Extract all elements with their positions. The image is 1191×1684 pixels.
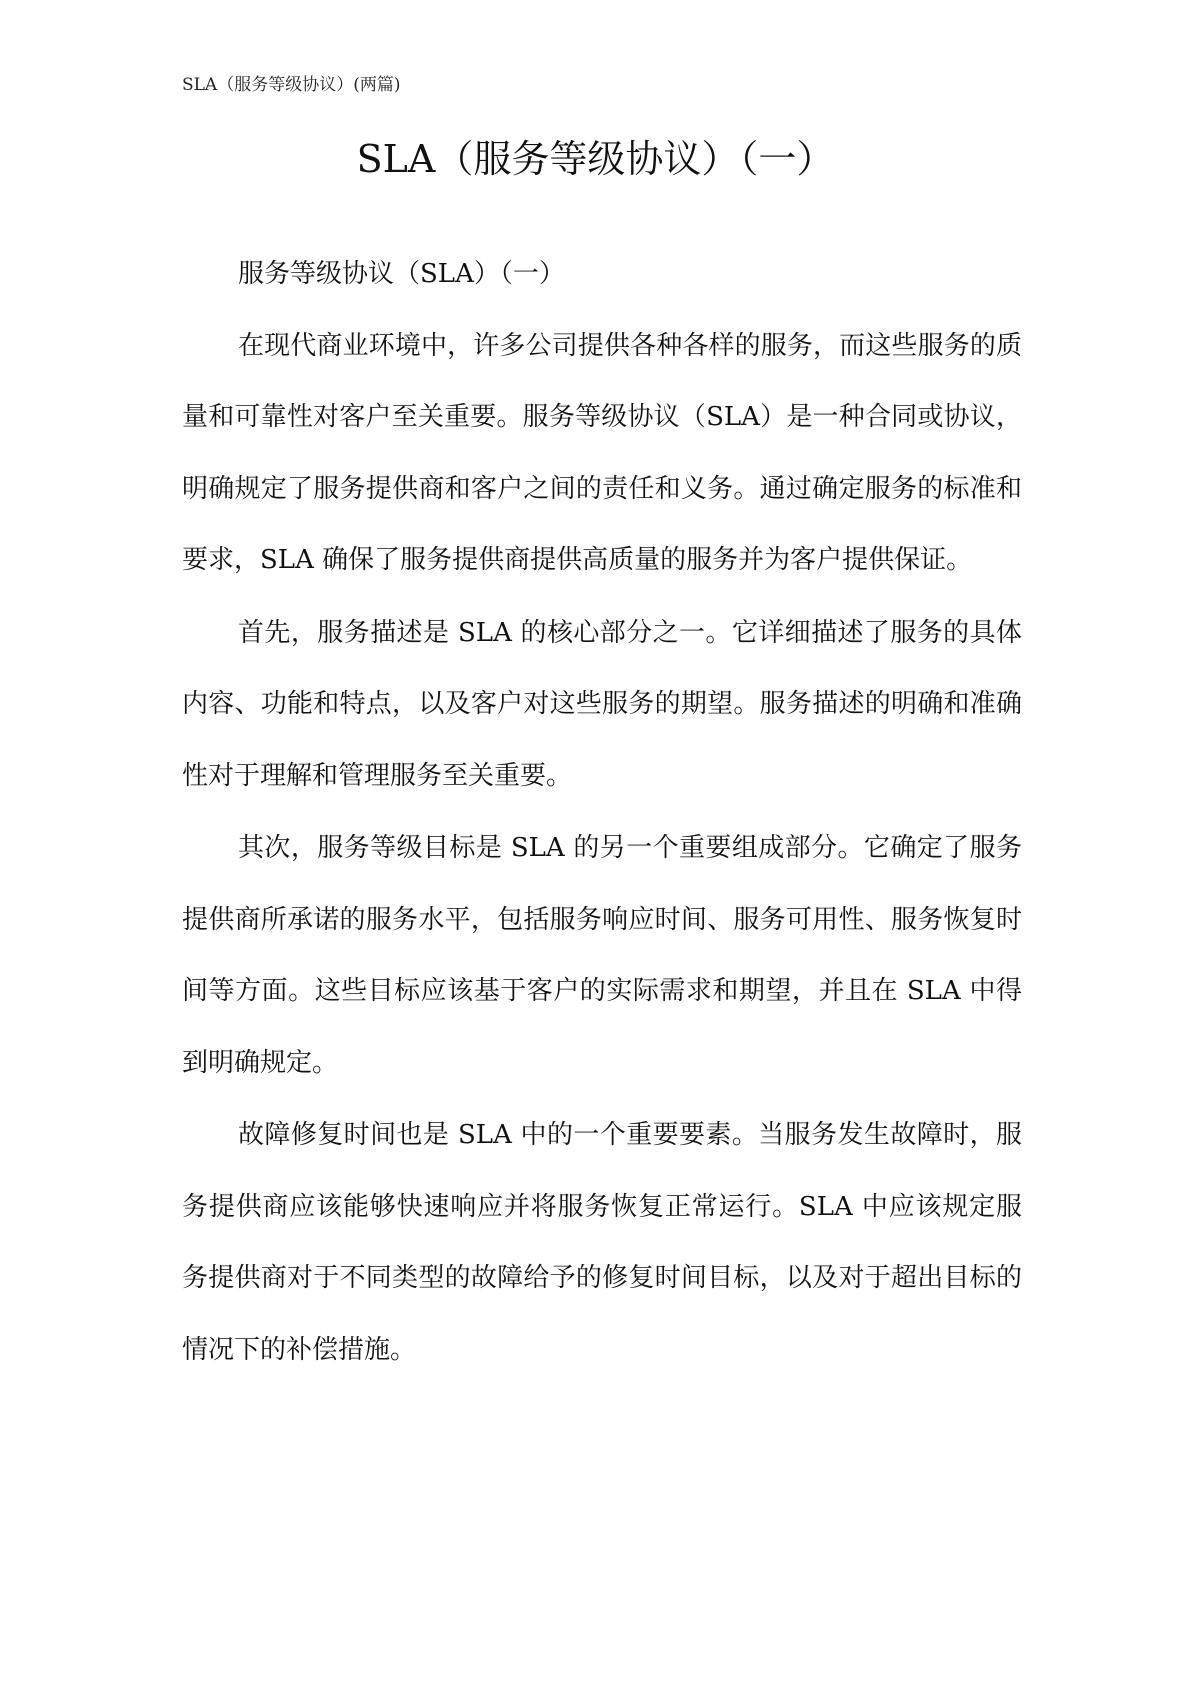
paragraph-introduction: 在现代商业环境中，许多公司提供各种各样的服务，而这些服务的质量和可靠性对客户至关重要。服务等级协议（SLA）是一种合同或协议，明确规定了服务提供商和客户之间的责任和义务。通过确定服务的标准和要求，SLA 确保了服务提供商提供高质量的服务并为客户提供保证。	[182, 330, 1022, 575]
paragraph-service-description: 首先，服务描述是 SLA 的核心部分之一。它详细描述了服务的具体内容、功能和特点，以及客户对这些服务的期望。服务描述的明确和准确性对于理解和管理服务至关重要。	[182, 617, 1022, 791]
paragraph-service-level-objectives: 其次，服务等级目标是 SLA 的另一个重要组成部分。它确定了服务提供商所承诺的服务水平，包括服务响应时间、服务可用性、服务恢复时间等方面。这些目标应该基于客户的实际需求和期望，并且在 SLA 中得到明确规定。	[182, 833, 1022, 1078]
running-header: SLA（服务等级协议）(两篇)	[182, 75, 401, 95]
section-subtitle: 服务等级协议（SLA）（一）	[238, 259, 565, 289]
paragraph-fault-repair-time: 故障修复时间也是 SLA 中的一个重要要素。当服务发生故障时，服务提供商应该能够快速响应并将服务恢复正常运行。SLA 中应该规定服务提供商对于不同类型的故障给予的修复时间目标，以及对于超出目标的情况下的补偿措施。	[182, 1120, 1022, 1365]
document-body	[182, 239, 1022, 1387]
document-title: SLA（服务等级协议）（一）	[356, 137, 835, 181]
